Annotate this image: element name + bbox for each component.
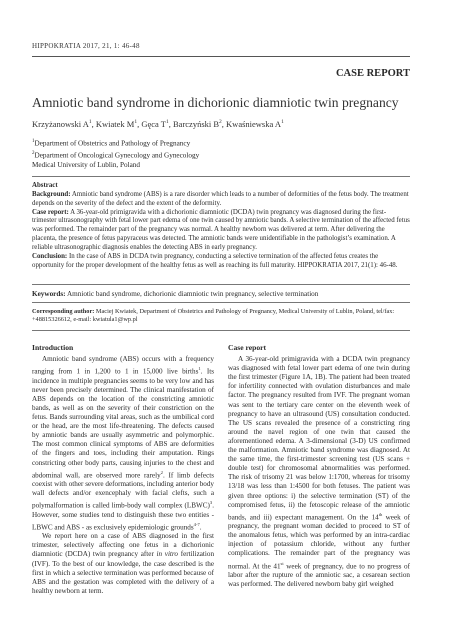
body-text: Amniotic band syndrome (ABS) occurs with a frequency ranging from 1 in 1,200 to 1 in 15,000 live births	[32, 355, 214, 376]
body-text: . If limb defects coexist with other severe deformations, including anterior body wall defects and/or exencephaly with facial clefts, such a polymalformation is called limb-body wall complex (LBWC)	[32, 470, 214, 510]
author-separator: ,	[168, 119, 173, 129]
right-column	[228, 343, 410, 589]
body-text: week of pregnancy, due to no progress of labor after the rupture of the amniotic sac, a cesarean section was performed. The delivered newborn baby girl weighed	[228, 561, 410, 589]
reference-mark: 4-7	[193, 521, 200, 527]
author-affiliation-mark: 2	[219, 119, 222, 126]
author-name: Gęca T	[141, 119, 166, 129]
body-text: We report here on a case of ABS diagnosed in the first trimester, selectively affecting one fetus in a dichorionic diamniotic (DCDA) twin pregnancy after	[32, 532, 214, 559]
author-name: Barczyński B	[173, 119, 220, 129]
corresponding-author: Corresponding author: Maciej Kwiatek, Department of Obstetrics and Pathology of Pregnancy, Medical University of Lublin, Poland, tel/fax: +48815326612, e-mail: kwiatula1@wp.pl	[32, 308, 395, 324]
author-separator: ,	[137, 119, 142, 129]
abstract-heading: Abstract	[32, 182, 58, 189]
author-affiliation-mark: 1	[88, 119, 92, 126]
abstract-background: Background: Amniotic band syndrome (ABS) is a rare disorder which leads to a number of deformities of the fetus body. The treatment depends on the severity of the defect and the extent of the deformity.	[32, 190, 409, 207]
journal-header: HIPPOKRATIA 2017, 21, 1: 46-48	[32, 42, 140, 50]
reference-mark: 3	[209, 500, 213, 506]
body-text: .	[199, 523, 202, 532]
author-list	[32, 119, 284, 129]
author-separator: ,	[91, 119, 96, 129]
affiliation-2: $^2$Department of Oncological Gynecology and Gynecology	[32, 150, 200, 160]
author-affiliation-mark: 1	[166, 119, 169, 126]
body-text: . However, some studies tend to distinguish these two entities - LBWC and ABS - as exclusively epidemiologic grounds	[32, 501, 214, 532]
author-name: Kwaśniewska A	[226, 119, 282, 129]
affiliation-1: $^1$Department of Obstetrics and Pathology of Pregnancy	[32, 139, 191, 148]
abstract-top-rule	[32, 176, 410, 177]
author-name: Krzyżanowski A	[32, 119, 89, 129]
keywords-rule	[32, 302, 410, 303]
author-name: Kwiatek M	[95, 119, 135, 129]
reference-mark: 2	[160, 469, 163, 475]
keywords-line: Keywords: Amniotic band syndrome, dichorionic diamniotic twin pregnancy, selective termination	[32, 290, 319, 298]
case-report-heading: Case report	[228, 343, 267, 352]
article-type: CASE REPORT	[335, 68, 410, 79]
introduction-paragraph-1	[32, 355, 214, 532]
author-affiliation-mark: 1	[134, 119, 138, 126]
body-text: fertilization (IVF). To the best of our knowledge, the case described is the first in which a selective termination was performed because of ABS and the gestation was completed with the delivery of a healthy newborn at term.	[32, 550, 215, 595]
reference-mark: th	[378, 511, 383, 517]
abstract-case-report: Case report: A 36-year-old primigravida with a dichorionic diamniotic (DCDA) twin pregnancy was diagnosed during the first-trimester ultrasonography with fetal lower part edema of one twin caused by amniotic bands. A selective termination of the affected fetus was performed. The remainder part of the pregnancy was normal. A healthy newborn was delivered at term. After delivering the placenta, the presence of fetus papyraceus was detected. The amniotic bands were unidentifiable in the pathologist’s examination. A reliable ultrasonographic diagnosis enables the detecting ABS in early pregnancy.	[32, 208, 410, 251]
affiliations	[32, 137, 199, 171]
article-title: Amniotic band syndrome in dichorionic diamniotic twin pregnancy	[32, 95, 399, 110]
italic-text: in vitro	[156, 550, 179, 559]
body-text: week of pregnancy, the pregnant woman decided to proceed to ST of the anomalous fetus, which was performed by an intra-cardiac injection of potassium chloride, without any further complications. The remainder part of the pregnancy was normal. At the 41	[228, 513, 410, 570]
left-column	[32, 343, 214, 596]
affiliation-university: Medical University of Lublin, Poland	[32, 160, 140, 169]
reference-mark: 1	[198, 366, 201, 372]
header-rule	[32, 56, 410, 57]
introduction-heading: Introduction	[32, 343, 74, 352]
author-separator: ,	[221, 119, 227, 129]
abstract-bottom-rule	[32, 284, 410, 285]
body-text: . Its incidence in multiple pregnancies seems to be very low and has never been precisely determined. The clinical manifestation of ABS depends on the location of the constricting amniotic bands, as well as on the severity of their constriction on the fetus. Bands surrounding vital areas, such as the umbilical cord or the head, are the most life-threatening. The defects caused by amniotic bands are usually asymmetric and polymorphic. The most common clinical symptoms of ABS are deformities of the fingers and toes, including their amputation. Rings constricting other body parts, causing injuries to the chest and abdominal wall, are observed more rarely	[32, 367, 214, 479]
abstract-conclusion: Conclusion: In the case of ABS in DCDA twin pregnancy, conducting a selective termination of the affected fetus creates the opportunity for the proper development of the healthy fetus as well as reaching its full maturity. HIPPOKRATIA 2017, 21(1): 46-48.	[32, 252, 398, 269]
reference-mark: st	[280, 560, 284, 566]
introduction-paragraph-2	[32, 532, 214, 596]
author-affiliation-mark: 1	[281, 119, 284, 126]
case-report-paragraph-1	[228, 355, 410, 589]
corresponding-rule	[32, 330, 410, 331]
body-text: A 36-year-old primigravida with a DCDA twin pregnancy was diagnosed with fetal lower part edema of one twin during the first trimester (Figure 1A, 1B). The patient had been treated for infertility connected with ovulation disturbances and male factor. The pregnancy resulted from IVF. The pregnant woman was sent to the tertiary care center on the eleventh week of pregnancy to have an ultrasound (US) consultation conducted. The US scans revealed the presence of a constricting ring around the navel region of one twin that caused the aforementioned edema. A 3-dimensional (3-D) US confirmed the malformation. Amniotic band syndrome was diagnosed. At the same time, the first-trimester screening test (US scans + double test) for chromosomal abnormalities was performed. The risk of trisomy 21 was below 1:1700, whereas for trisomy 13/18 was less than 1:4500 for both fetuses. The patient was given three options: i) the selective termination (ST) of the compromised fetus, ii) the fetoscopic release of the amniotic bands, and iii) expectant management. On the 14	[228, 355, 410, 522]
abstract-block	[32, 182, 410, 270]
